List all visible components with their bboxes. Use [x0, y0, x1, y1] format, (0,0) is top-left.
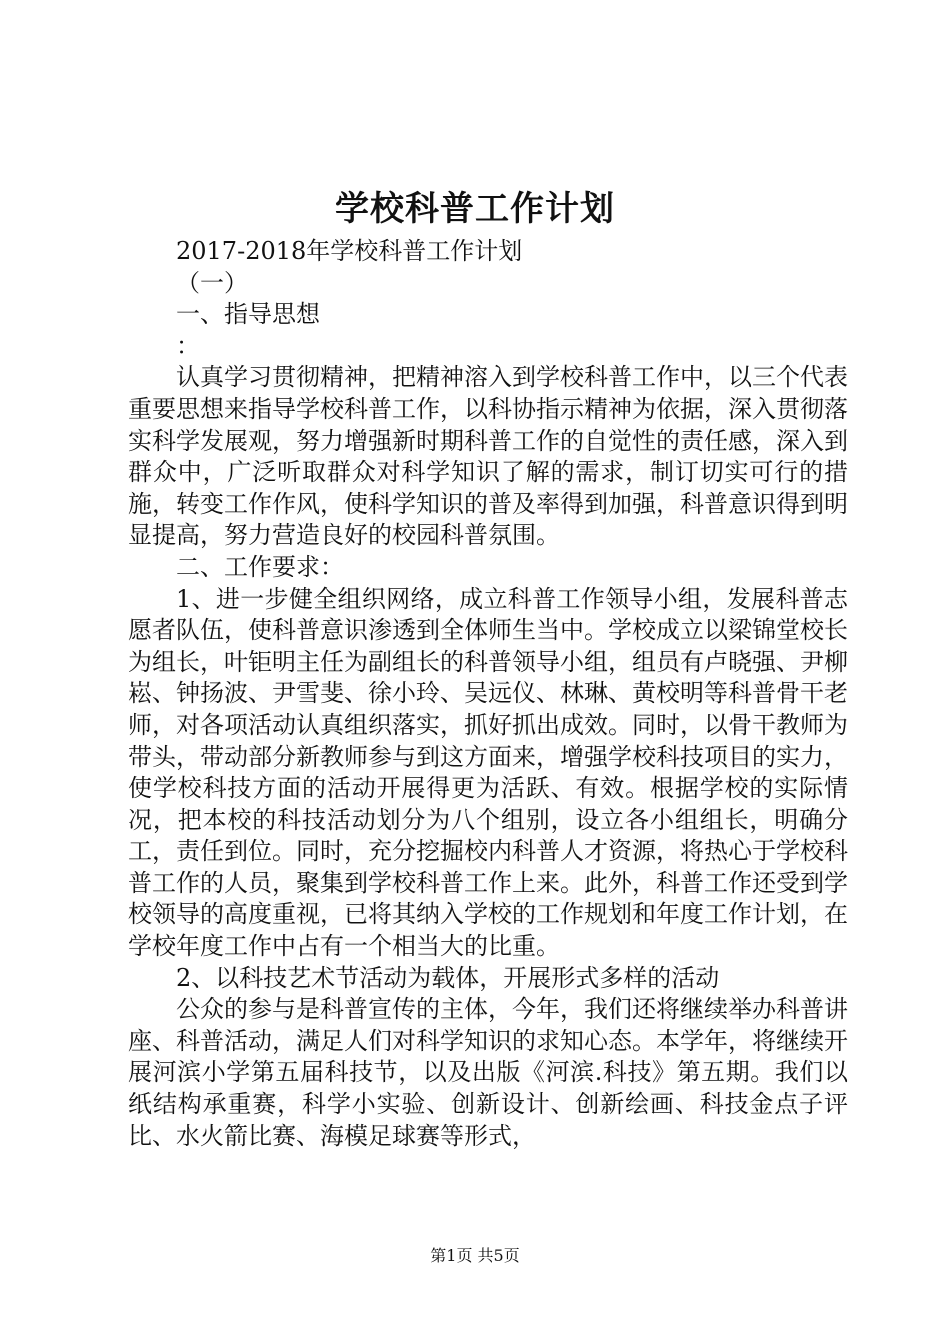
colon-paragraph: ：	[176, 331, 200, 360]
body-paragraph: 认真学习贯彻精神，把精神溶入到学校科普工作中，以三个代表重要思想来指导学校科普工作，以科协指示精神为依据，深入贯彻落实科学发展观，努力增强新时期科普工作的自觉性的责任感，深入到群众中，广泛听取群众对科学知识了解的需求，制订切实可行的措施，转变工作作风，使科学知识的普及率得到加强，科普意识得到明显提高，努力营造良好的校园科普氛围。	[128, 363, 848, 550]
section-heading-work-requirements: 二、工作要求：	[176, 552, 344, 581]
document-body	[128, 236, 848, 1152]
subtitle-paragraph: 2017-2018年学校科普工作计划	[176, 237, 523, 265]
body-paragraph: 2、以科技艺术节活动为载体，开展形式多样的活动	[176, 963, 720, 992]
section-heading-guiding-ideology: 一、指导思想	[176, 300, 320, 329]
body-paragraph: 1、进一步健全组织网络，成立科普工作领导小组，发展科普志愿者队伍，使科普意识渗透到全体师生当中。学校成立以梁锦堂校长为组长，叶钜明主任为副组长的科普领导小组，组员有卢晓强、尹柳崧、钟扬波、尹雪斐、徐小玲、吴远仪、林琳、黄校明等科普骨干老师，对各项活动认真组织落实，抓好抓出成效。同时，以骨干教师为带头，带动部分新教师参与到这方面来，增强学校科技项目的实力，使学校科技方面的活动开展得更为活跃、有效。根据学校的实际情况，把本校的科技活动划分为八个组别，设立各小组组长，明确分工，责任到位。同时，充分挖掘校内科普人才资源，将热心于学校科普工作的人员，聚集到学校科普工作上来。此外，科普工作还受到学校领导的高度重视，已将其纳入学校的工作规划和年度工作计划，在学校年度工作中占有一个相当大的比重。	[128, 584, 848, 961]
page-footer: 第1页 共5页	[430, 1246, 520, 1265]
body-paragraph: 公众的参与是科普宣传的主体，今年，我们还将继续举办科普讲座、科普活动，满足人们对科学知识的求知心态。本学年，将继续开展河滨小学第五届科技节，以及出版《河滨.科技》第五期。我们以纸结构承重赛，科学小实验、创新设计、创新绘画、科技金点子评比、水火箭比赛、海模足球赛等形式，	[128, 995, 848, 1150]
document-title: 学校科普工作计划	[335, 189, 615, 229]
section-number-paragraph: （一）	[176, 268, 248, 297]
